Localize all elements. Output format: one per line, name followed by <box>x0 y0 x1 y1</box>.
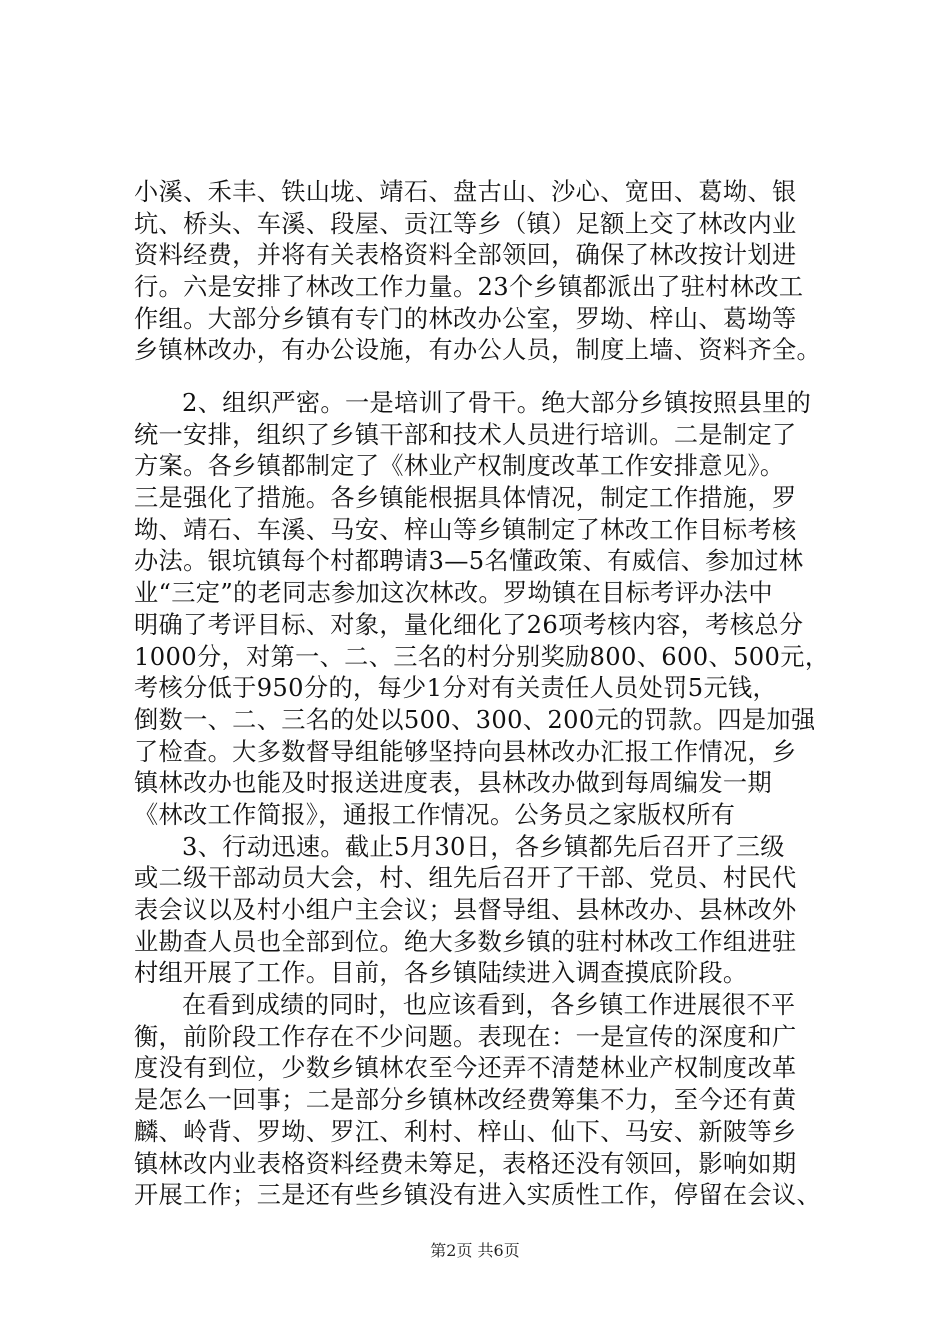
text-line: 1000分，对第一、二、三名的村分别奖励800、600、500元， <box>134 642 830 671</box>
text-line: 统一安排，组织了乡镇干部和技术人员进行培训。二是制定了 <box>134 420 797 449</box>
text-line: 镇林改内业表格资料经费未筹足，表格还没有领回，影响如期 <box>134 1149 797 1178</box>
text-line: 行。六是安排了林改工作力量。23个乡镇都派出了驻村林改工 <box>134 273 804 302</box>
page-number-footer: 第2页 共6页 <box>430 1241 520 1260</box>
paragraph-4 <box>134 990 854 1212</box>
text-line: 了检查。大多数督导组能够坚持向县林改办汇报工作情况，乡 <box>134 737 797 766</box>
text-line: 开展工作；三是还有些乡镇没有进入实质性工作，停留在会议、 <box>134 1181 822 1210</box>
paragraph-2 <box>134 388 854 832</box>
text-line: 麟、岭背、罗坳、罗江、利村、梓山、仙下、马安、新陂等乡 <box>134 1117 797 1146</box>
text-line: 考核分低于950分的，每少1分对有关责任人员处罚5元钱， <box>134 674 778 703</box>
text-line: 业勘查人员也全部到位。绝大多数乡镇的驻村林改工作组进驻 <box>134 927 797 956</box>
text-line: 度没有到位，少数乡镇林农至今还弄不清楚林业产权制度改革 <box>134 1054 797 1083</box>
paragraph-3 <box>134 832 854 990</box>
text-line: 乡镇林改办，有办公设施，有办公人员，制度上墙、资料齐全。 <box>134 336 822 365</box>
text-line: 村组开展了工作。目前，各乡镇陆续进入调查摸底阶段。 <box>134 959 748 988</box>
text-line: 坑、桥头、车溪、段屋、贡江等乡（镇）足额上交了林改内业 <box>134 209 797 238</box>
text-line: 三是强化了措施。各乡镇能根据具体情况，制定工作措施，罗 <box>134 484 797 513</box>
text-line: 业“三定”的老同志参加这次林改。罗坳镇在目标考评办法中 <box>134 579 773 608</box>
body-text <box>134 388 854 1212</box>
text-line: 3、行动迅速。截止5月30日，各乡镇都先后召开了三级 <box>182 832 785 861</box>
text-line: 明确了考评目标、对象，量化细化了26项考核内容，考核总分 <box>134 610 804 639</box>
text-line: 作组。大部分乡镇有专门的林改办公室，罗坳、梓山、葛坳等 <box>134 304 797 333</box>
text-line: 倒数一、二、三名的处以500、300、200元的罚款。四是加强 <box>134 705 816 734</box>
text-line: 坳、靖石、车溪、马安、梓山等乡镇制定了林改工作目标考核 <box>134 515 797 544</box>
text-line: 衡，前阶段工作存在不少问题。表现在：一是宣传的深度和广 <box>134 1022 797 1051</box>
text-line: 《林改工作简报》，通报工作情况。公务员之家版权所有 <box>134 800 736 829</box>
text-line: 是怎么一回事；二是部分乡镇林改经费筹集不力，至今还有黄 <box>134 1086 797 1115</box>
paragraph-1 <box>134 177 854 367</box>
text-line: 资料经费，并将有关表格资料全部领回，确保了林改按计划进 <box>134 241 797 270</box>
text-line: 在看到成绩的同时，也应该看到，各乡镇工作进展很不平 <box>182 991 796 1020</box>
text-line: 办法。银坑镇每个村都聘请3—5名懂政策、有威信、参加过林 <box>134 547 804 576</box>
text-line: 或二级干部动员大会，村、组先后召开了干部、党员、村民代 <box>134 864 797 893</box>
text-line: 表会议以及村小组户主会议；县督导组、县林改办、县林改外 <box>134 896 797 924</box>
text-line: 小溪、禾丰、铁山垅、靖石、盘古山、沙心、宽田、葛坳、银 <box>134 178 797 206</box>
text-line: 镇林改办也能及时报送进度表，县林改办做到每周编发一期 <box>134 769 772 798</box>
text-line: 方案。各乡镇都制定了《林业产权制度改革工作安排意见》。 <box>134 452 785 481</box>
text-line: 2、组织严密。一是培训了骨干。绝大部分乡镇按照县里的 <box>182 389 812 417</box>
